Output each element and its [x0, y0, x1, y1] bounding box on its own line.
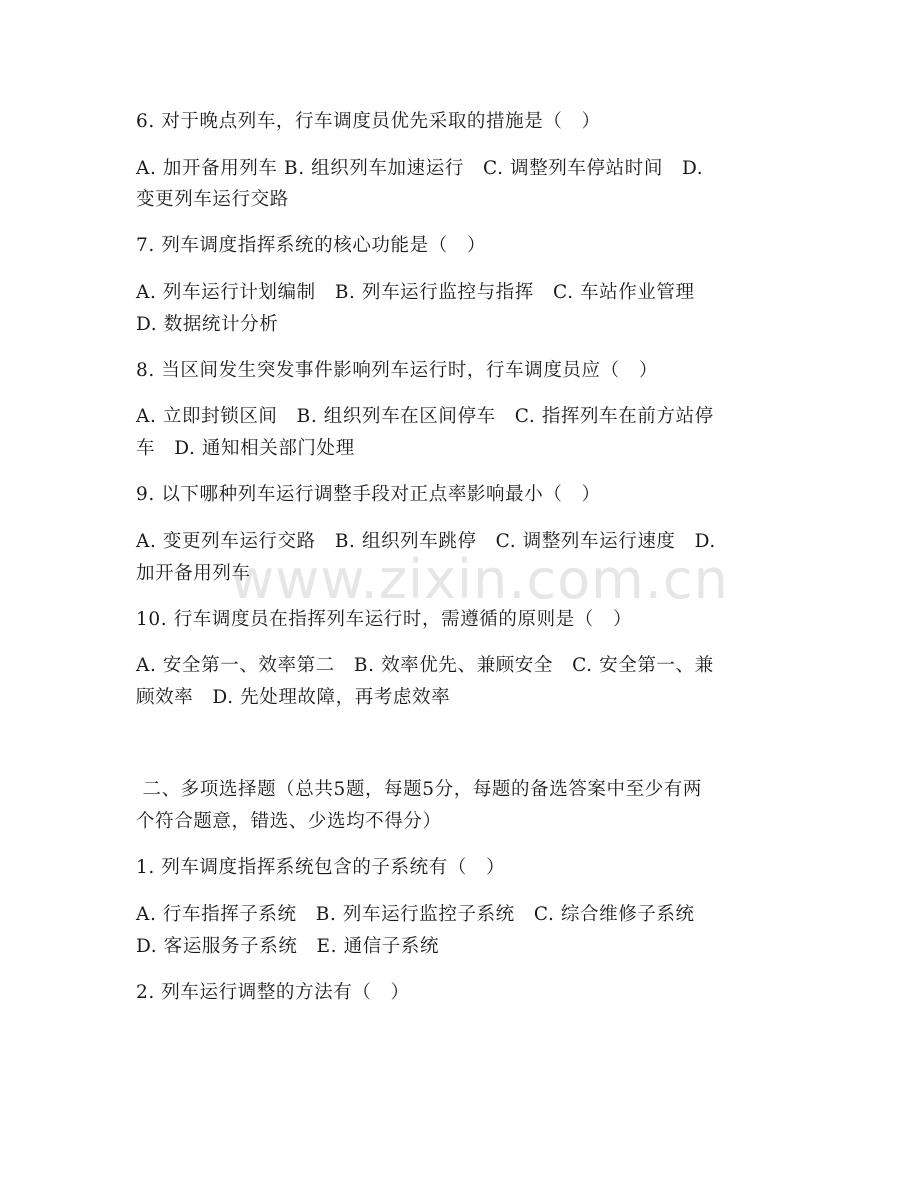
question-options-line: A. 列车运行计划编制 B. 列车运行监控与指挥 C. 车站作业管理: [136, 282, 695, 303]
question-stem: 6. 对于晚点列车，行车调度员优先采取的措施是（ ）: [136, 111, 601, 132]
question-stem: 8. 当区间发生突发事件影响列车运行时，行车调度员应（ ）: [136, 360, 658, 381]
section-title-line: 二、多项选择题（总共5题，每题5分，每题的备选答案中至少有两: [136, 779, 703, 800]
section-title-line: 个符合题意，错选、少选均不得分）: [136, 811, 442, 832]
question-options-line: 变更列车运行交路: [136, 189, 289, 210]
question-stem: 9. 以下哪种列车运行调整手段对正点率影响最小（ ）: [136, 484, 601, 505]
question-stem: 2. 列车运行调整的方法有（ ）: [136, 982, 410, 1003]
question-options-line: D. 客运服务子系统 E. 通信子系统: [136, 936, 440, 957]
question-options-line: A. 加开备用列车 B. 组织列车加速运行 C. 调整列车停站时间 D.: [136, 158, 704, 179]
question-options-line: D. 数据统计分析: [136, 314, 279, 335]
question-options-line: A. 行车指挥子系统 B. 列车运行监控子系统 C. 综合维修子系统: [136, 904, 695, 925]
question-options-line: 加开备用列车: [136, 563, 251, 584]
question-options-line: 车 D. 通知相关部门处理: [136, 438, 355, 459]
question-stem: 7. 列车调度指挥系统的核心功能是（ ）: [136, 235, 487, 256]
question-options-line: A. 变更列车运行交路 B. 组织列车跳停 C. 调整列车运行速度 D.: [136, 531, 716, 552]
question-options-line: A. 安全第一、效率第二 B. 效率优先、兼顾安全 C. 安全第一、兼: [136, 655, 714, 676]
question-options-line: A. 立即封锁区间 B. 组织列车在区间停车 C. 指挥列车在前方站停: [136, 406, 714, 427]
question-stem: 1. 列车调度指挥系统包含的子系统有（ ）: [136, 857, 506, 878]
question-options-line: 顾效率 D. 先处理故障，再考虑效率: [136, 687, 451, 708]
watermark-text: www.zixin.com.cn: [230, 548, 729, 611]
question-stem: 10. 行车调度员在指挥列车运行时，需遵循的原则是（ ）: [136, 609, 633, 630]
